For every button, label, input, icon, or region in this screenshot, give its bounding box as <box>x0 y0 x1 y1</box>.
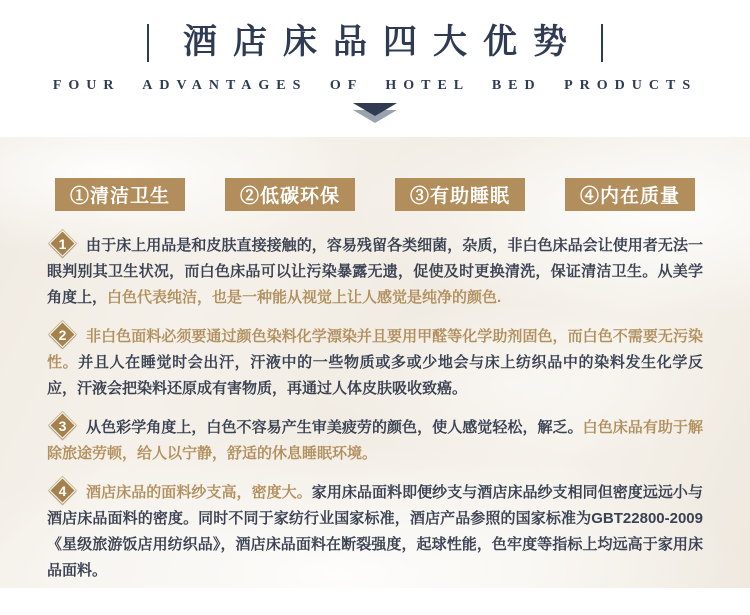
down-arrow-triangle <box>353 103 397 116</box>
title-divider-left <box>147 24 149 62</box>
tab-low-carbon-eco[interactable]: ②低碳环保 <box>225 178 355 211</box>
title-row <box>0 20 750 66</box>
tab-sleep-aid[interactable]: ③有助睡眠 <box>395 178 525 211</box>
tab-clean-hygiene[interactable]: ①清洁卫生 <box>55 178 185 211</box>
paragraph-text: 家用床品面料即便纱支与酒店床品纱支相同但密度远远小与酒店床品面料的密度。同时不同于家纺行业国家标准，酒店产品参照的国家标准为GBT22800-2009《星级旅游饭店用纺织品》，酒店床品面料在断裂强度，起球性能，色牢度等指标上均远高于家用床品面料。 <box>47 484 703 579</box>
advantage-paragraph-2 <box>47 324 703 402</box>
advantage-paragraph-3 <box>47 415 703 467</box>
paragraph-number: 3 <box>58 417 67 434</box>
diamond-number-icon <box>49 321 76 348</box>
paragraph-highlight-text: 酒店床品的面料纱支高，密度大。 <box>86 484 312 501</box>
diamond-number-icon <box>49 477 76 504</box>
advantage-paragraph-1 <box>47 233 703 311</box>
paragraph-highlight-text: 白色代表纯洁，也是一种能从视觉上让人感觉是纯净的颜色. <box>107 289 502 306</box>
advantage-paragraph-4 <box>47 480 703 584</box>
paragraph-number: 2 <box>58 326 67 343</box>
paragraph-number: 1 <box>58 235 67 252</box>
paragraph-text: 并且人在睡觉时会出汗，汗液中的一些物质或多或少地会与床上纺织品中的染料发生化学反应，汗液会把染料还原成有害物质，再通过人体皮肤吸收致癌。 <box>47 354 703 397</box>
poster-header <box>0 0 750 137</box>
fabric-content-section <box>0 137 750 588</box>
down-arrow-icon <box>0 103 750 125</box>
paragraph-highlight-text: 白色床品有助于解除旅途劳顿，给人以宁静，舒适的休息睡眠环境。 <box>47 419 703 462</box>
diamond-number-icon <box>49 230 76 257</box>
paragraph-text: 从色彩学角度上，白色不容易产生审美疲劳的颜色，使人感觉轻松，解乏。 <box>86 419 583 436</box>
title-divider-right <box>601 24 603 62</box>
paragraph-text: 由于床上用品是和皮肤直接接触的，容易残留各类细菌，杂质，非白色床品会让使用者无法一眼判别其卫生状况，而白色床品可以让污染暴露无遗，促使及时更换清洗，保证清洁卫生。从美学角度上， <box>47 237 703 306</box>
page-title: 酒店床品四大优势 <box>183 24 583 61</box>
advantage-tabs-row <box>55 178 695 211</box>
paragraph-highlight-text: 非白色面料必须要通过颜色染料化学漂染并且要用甲醛等化学助剂固色，而白色不需要无污染性。 <box>47 328 703 371</box>
paragraph-number: 4 <box>58 482 67 499</box>
tab-inner-quality[interactable]: ④内在质量 <box>565 178 695 211</box>
diamond-number-icon <box>49 412 76 439</box>
page-subtitle-english: FOUR ADVANTAGES OF HOTEL BED PRODUCTS <box>52 78 698 93</box>
